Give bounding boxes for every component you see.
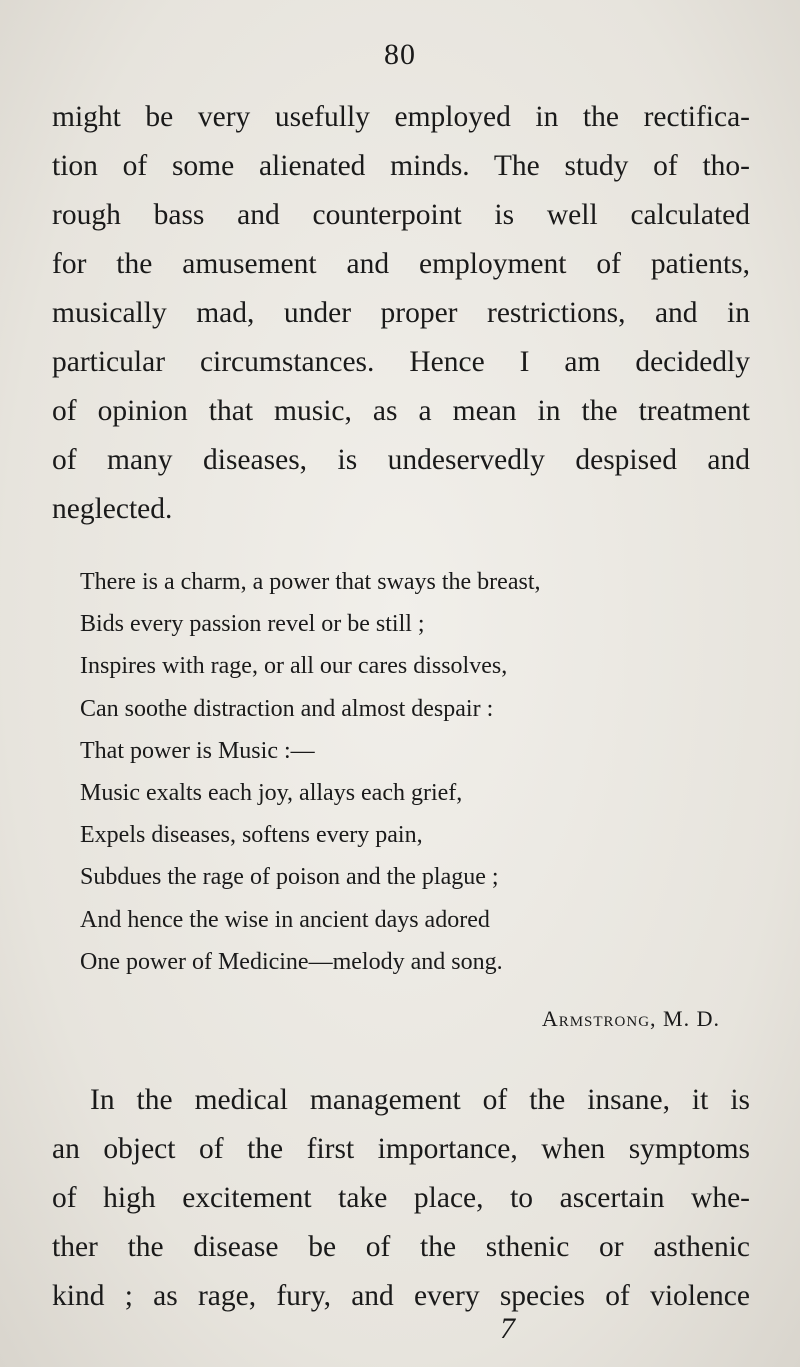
paragraph-line: tion of some alienated minds. The study of tho- (52, 150, 750, 182)
signature-mark: 7 (500, 1312, 515, 1345)
paragraph-line: of many diseases, is undeservedly despised and (52, 444, 750, 476)
paragraph-line: might be very usefully employed in the rectifica- (52, 101, 750, 133)
poem-line: And hence the wise in ancient days adored (80, 906, 490, 933)
poem-line: Music exalts each joy, allays each grief, (80, 779, 463, 806)
poem-line: Can soothe distraction and almost despair : (80, 695, 494, 722)
paragraph-line: of opinion that music, as a mean in the treatment (52, 395, 750, 427)
poem-line: One power of Medicine—melody and song. (80, 948, 503, 975)
paragraph-line: of high excitement take place, to ascertain whe- (52, 1182, 750, 1214)
paragraph-line: In the medical management of the insane, it is (90, 1084, 750, 1116)
paragraph-line: kind ; as rage, fury, and every species of violence (52, 1280, 750, 1312)
poem-line: There is a charm, a power that sways the breast, (80, 569, 541, 595)
poem-line: Expels diseases, softens every pain, (80, 822, 423, 849)
paragraph-line: particular circumstances. Hence I am decidedly (52, 346, 750, 378)
paragraph-line: an object of the first importance, when symptoms (52, 1133, 750, 1165)
paragraph-line: rough bass and counterpoint is well calculated (52, 199, 750, 231)
paragraph-line: musically mad, under proper restrictions, and in (52, 297, 750, 329)
paragraph-2 (52, 1076, 750, 1321)
paragraph-line: for the amusement and employment of patients, (52, 248, 750, 280)
poem-line: Subdues the rage of poison and the plague ; (80, 864, 499, 891)
page-number: 80 (384, 38, 416, 71)
paragraph-1 (52, 93, 750, 534)
poem-line: Inspires with rage, or all our cares dissolves, (80, 653, 508, 680)
poem-quote (80, 561, 720, 983)
paragraph-line: ther the disease be of the sthenic or asthenic (52, 1231, 750, 1263)
paragraph-line: neglected. (52, 493, 173, 525)
poem-attribution: Armstrong, M. D. (541, 1006, 720, 1031)
poem-line: Bids every passion revel or be still ; (80, 611, 425, 638)
poem-line: That power is Music :— (80, 737, 315, 764)
